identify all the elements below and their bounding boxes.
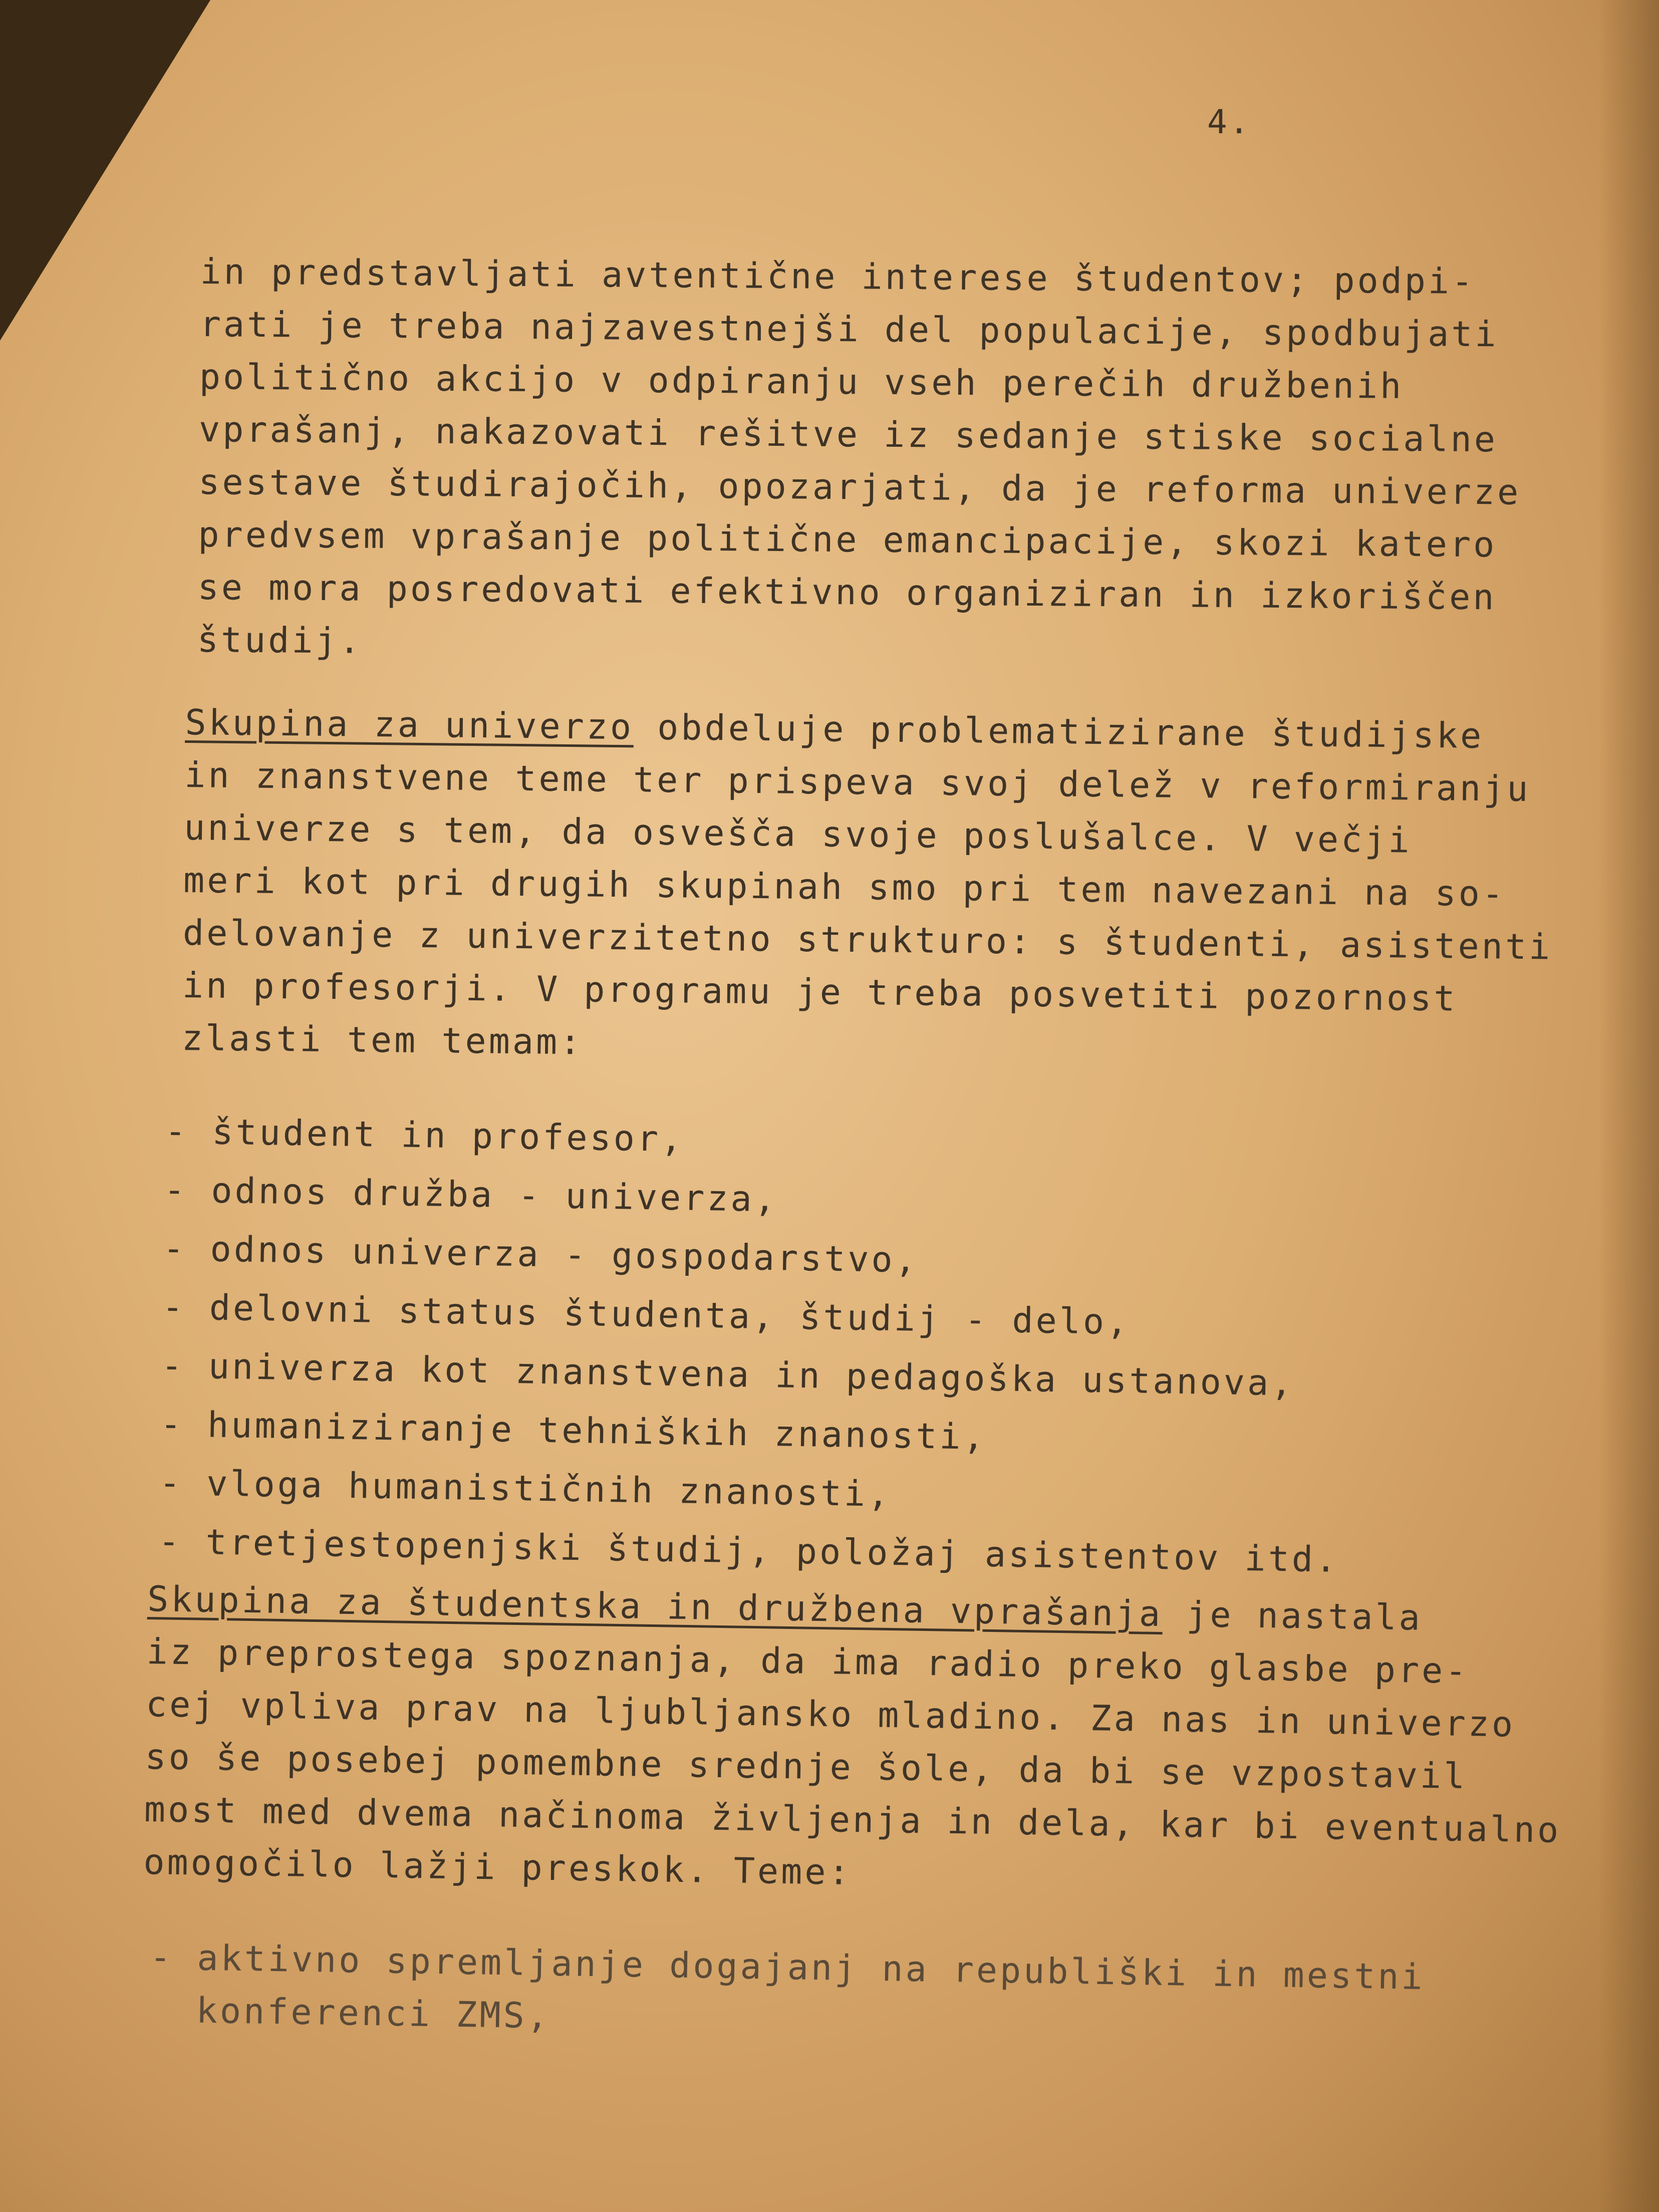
text-line: rati je treba najzavestnejši del populacije, spodbujati (199, 303, 1499, 355)
text-line: so še posebej pomembne srednje šole, da bi se vzpostavil (144, 1736, 1468, 1797)
section-heading-univerza: Skupina za univerzo (185, 701, 634, 748)
list-item: - odnos družba - univerza, (163, 1169, 778, 1220)
text-line: iz preprostega spoznanja, da ima radio preko glasbe pre- (146, 1630, 1470, 1692)
text-line: in znanstvene teme ter prispeva svoj delež v reformiranju (184, 754, 1531, 810)
list-item: - delovni status študenta, študij - delo, (161, 1286, 1131, 1343)
text-line: se mora posredovati efektivno organiziran in izkoriščen (197, 566, 1497, 618)
text-line: zlasti tem temam: (181, 1017, 584, 1063)
text-line: univerze s tem, da osvešča svoje poslušalce. V večji (183, 806, 1413, 861)
page-corner-shadow (0, 0, 210, 341)
text-line: vprašanj, nakazovati rešitve iz sedanje stiske socialne (198, 408, 1498, 460)
topic-list-univerza (158, 1102, 1346, 1589)
text-line: politično akcijo v odpiranju vseh perečih družbenih (199, 356, 1404, 407)
text-line: omogočilo lažji preskok. Teme: (143, 1841, 853, 1893)
text-line: most med dvema načinoma življenja in dela, kar bi eventualno (144, 1788, 1561, 1851)
heading-continuation: obdeluje problematizirane študijske (633, 706, 1484, 757)
text-line: študij. (197, 619, 363, 662)
list-item: - tretjestopenjski študij, položaj asistentov itd. (158, 1520, 1339, 1580)
text-line: in profesorji. V programu je treba posvetiti pozornost (182, 964, 1458, 1019)
paragraph-1 (197, 245, 1523, 677)
text-line: predvsem vprašanje politične emancipacije, skozi katero (198, 513, 1497, 566)
text-line: cej vpliva prav na ljubljansko mladino. Za nas in univerzo (145, 1683, 1516, 1745)
list-item: - študent in profesor, (164, 1110, 685, 1160)
text-line: in predstavljati avtentične interese študentov; podpi- (200, 250, 1476, 302)
text-line: sestave študirajočih, opozarjati, da je reforma univerze (198, 461, 1521, 513)
list-item: - odnos univerza - gospodarstvo, (162, 1227, 919, 1281)
list-item: - aktivno spremljanje dogajanj na republiški in mestni (149, 1936, 1426, 1998)
list-item: - humaniziranje tehniških znanosti, (160, 1403, 987, 1458)
heading-continuation: je nastala (1162, 1593, 1423, 1638)
list-item: - vloga humanističnih znanosti, (159, 1462, 892, 1515)
text-line: meri kot pri drugih skupinah smo pri tem navezani na so- (183, 859, 1506, 915)
topic-list-studentska (149, 1931, 1426, 2056)
paragraph-2 (181, 696, 1555, 1079)
list-item: - univerza kot znanstvena in pedagoška ustanova, (161, 1344, 1295, 1404)
section-heading-studentska: Skupina za študentska in družbena vprašanja (147, 1578, 1163, 1635)
paragraph-3 (143, 1573, 1565, 1909)
list-item: konferenci ZMS, (148, 1989, 551, 2037)
page-edge-shadow (1599, 0, 1659, 2212)
page-number: 4. (1207, 103, 1251, 141)
text-line: delovanje z univerzitetno strukturo: s študenti, asistenti (182, 912, 1553, 968)
